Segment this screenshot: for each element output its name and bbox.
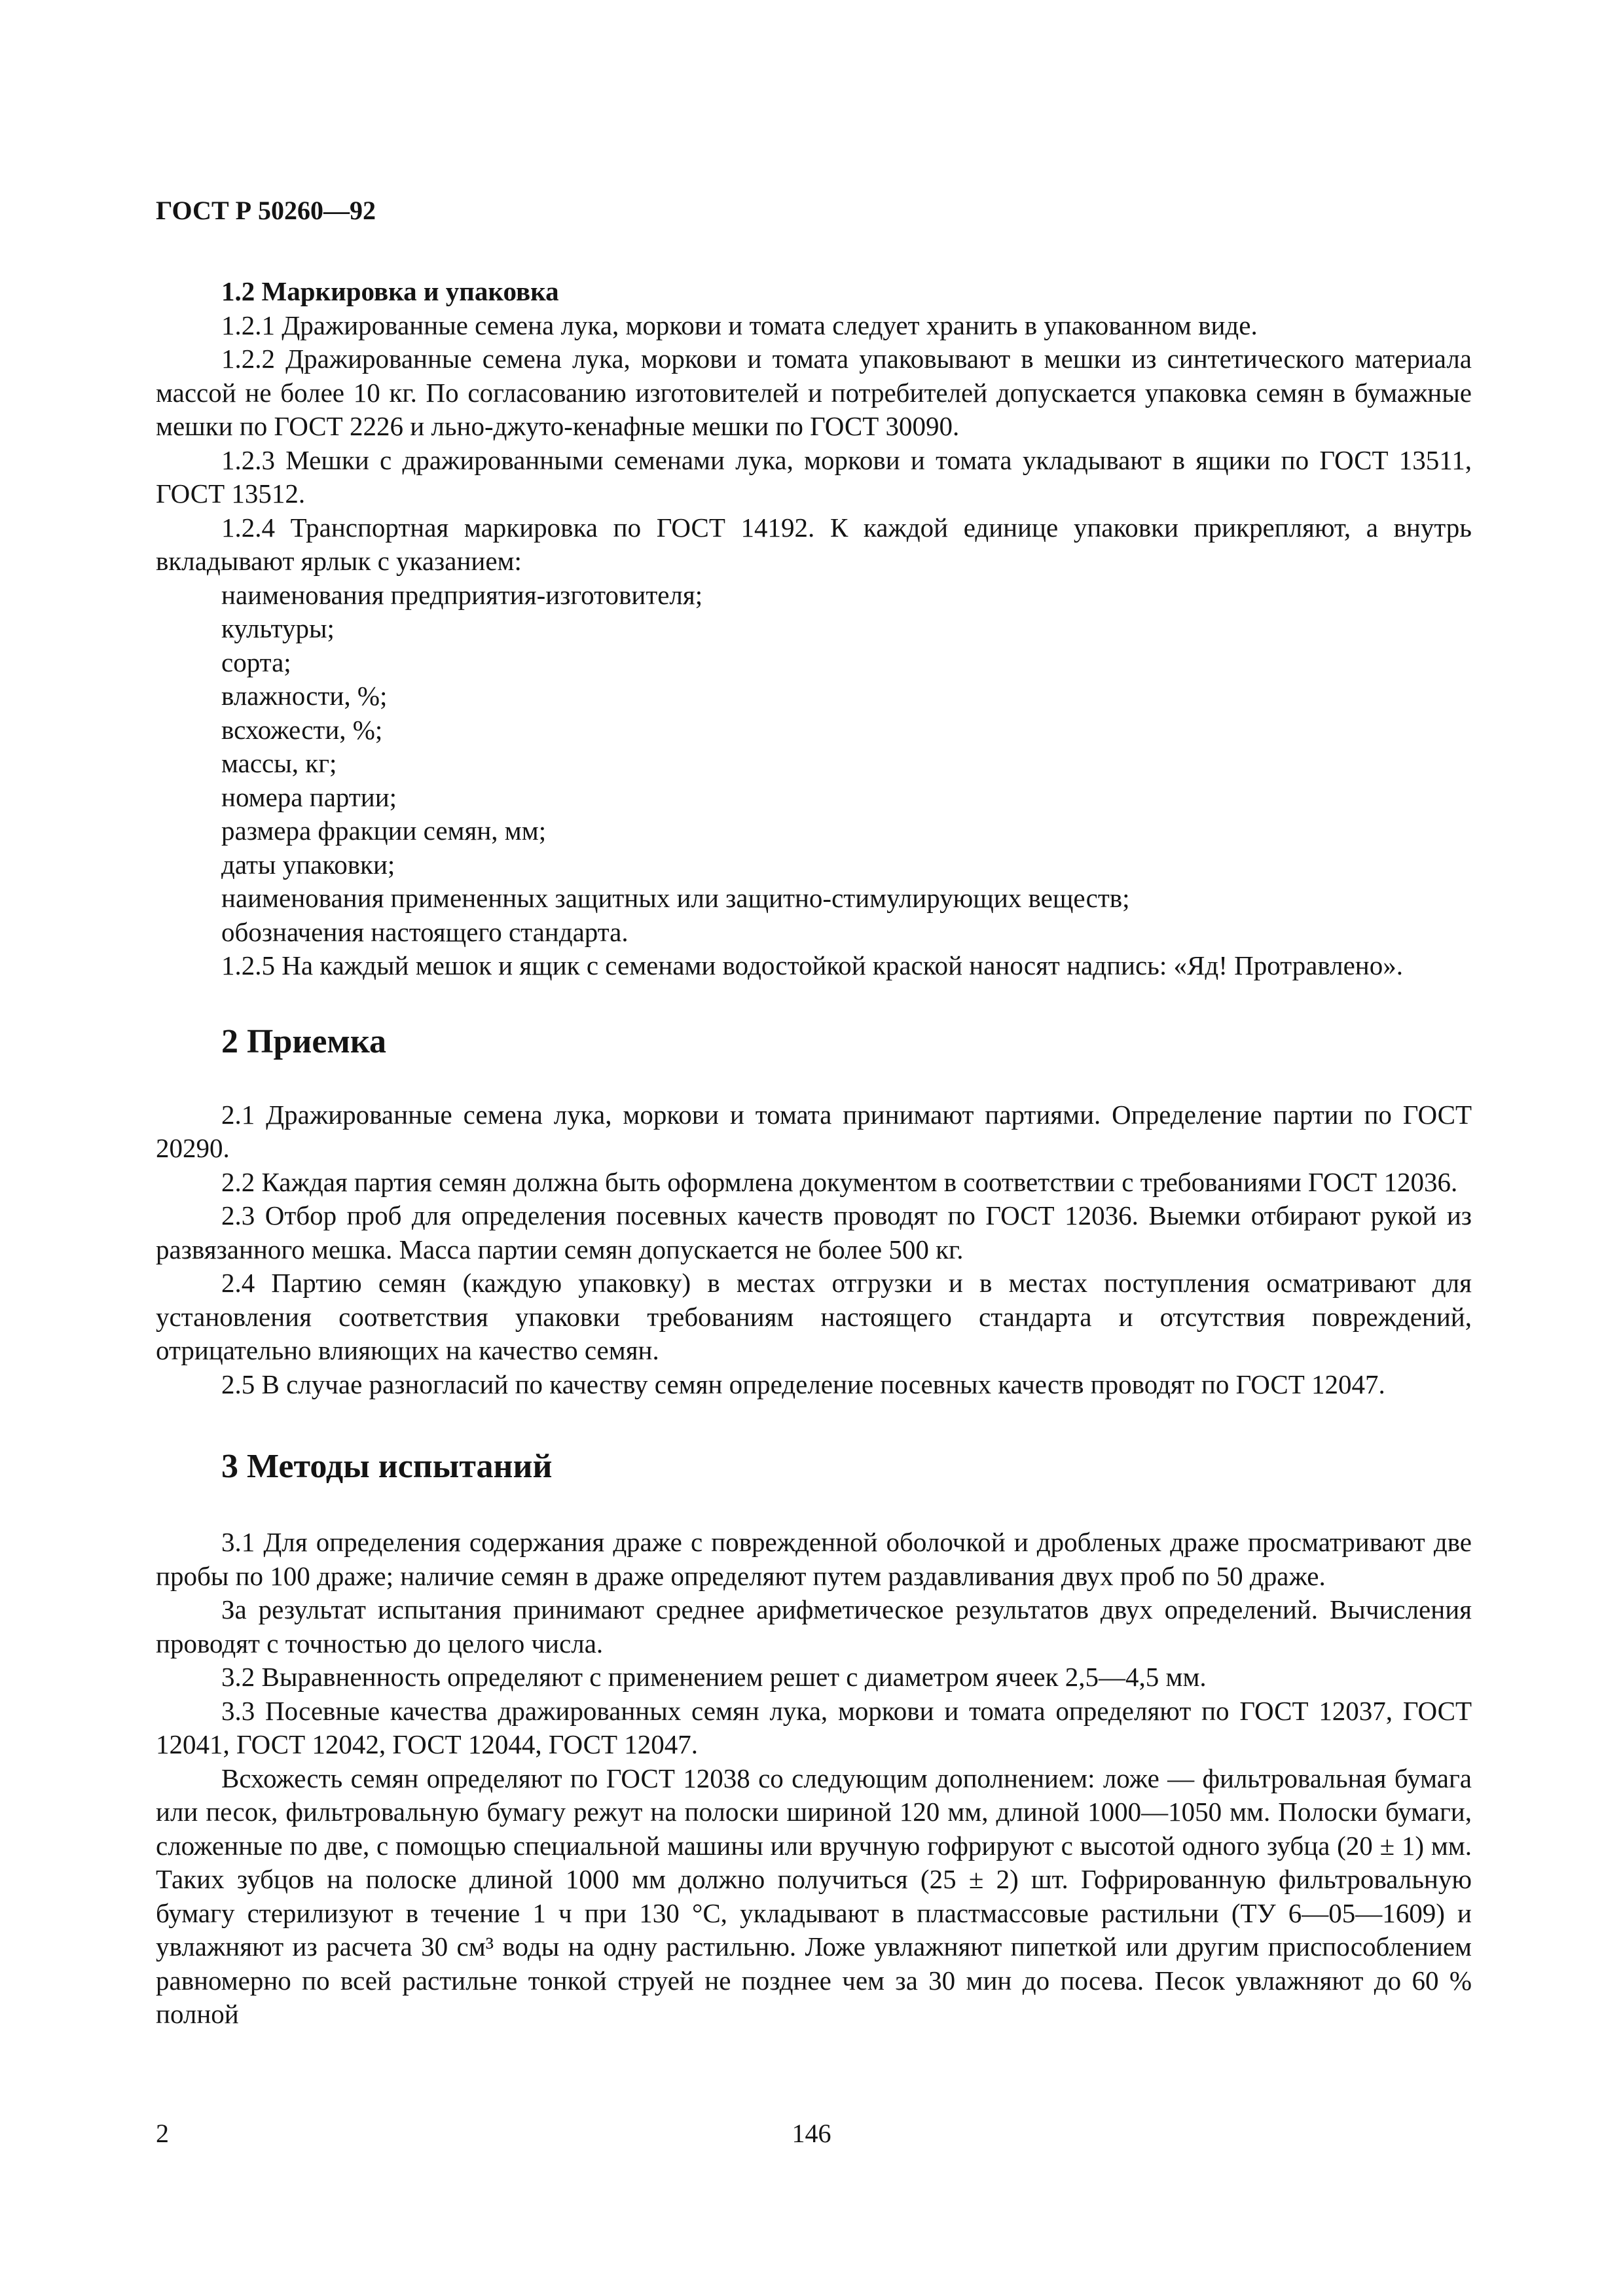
list-item: наименования предприятия-изготовителя; bbox=[221, 579, 703, 610]
paragraph: 1.2.5 На каждый мешок и ящик с семенами водостойкой краской наносят надпись: «Яд! Протравлено». bbox=[221, 950, 1403, 980]
list-item: обозначения настоящего стандарта. bbox=[221, 916, 629, 947]
list-item: номера партии; bbox=[221, 781, 397, 812]
paragraph: 1.2.4 Транспортная маркировка по ГОСТ 14192. К каждой единице упаковки прикрепляют, а внутрь вкладывают ярлык с указанием: bbox=[156, 512, 1472, 576]
paragraph: Всхожесть семян определяют по ГОСТ 12038 со следующим дополнением: ложе — фильтровальная бумага или песок, фильтровальную бумагу режут на полоски шириной 120 мм, длиной 1000—1050 мм. Полоски бумаги, сложенные по две, с помощью специальной машины или вручную гофрируют с высотой одного зубца (20 ± 1) мм. Таких зубцов на полоске длиной 1000 мм должно получиться (25 ± 2) шт. Гофрированную фильтровальную бумагу стерилизуют в течение 1 ч при 130 °С, укладывают в пластмассовые растильни (ТУ 6—05—1609) и увлажняют из расчета 30 см³ воды на одну растильню. Ложе увлажняют пипеткой или другим приспособлением равномерно по всей растильне тонкой струей не позднее чем за 30 мин до посева. Песок увлажняют до 60 % полной bbox=[156, 1763, 1472, 2029]
list-item: влажности, %; bbox=[221, 681, 388, 711]
document-header: ГОСТ Р 50260—92 bbox=[156, 196, 376, 225]
paragraph: 3.1 Для определения содержания драже с поврежденной оболочкой и дробленых драже просматривают две пробы по 100 драже; наличие семян в драже определяют путем раздавливания двух проб по 50 драже. bbox=[156, 1527, 1472, 1591]
document-body bbox=[156, 275, 1472, 2032]
sequence-page-number: 146 bbox=[792, 2119, 831, 2148]
list-item: размера фракции семян, мм; bbox=[221, 816, 547, 846]
page-number: 2 bbox=[156, 2119, 169, 2148]
subsection-title: 1.2 Маркировка и упаковка bbox=[221, 276, 559, 306]
paragraph: 2.2 Каждая партия семян должна быть оформлена документом в соответствии с требованиями ГОСТ 12036. bbox=[221, 1166, 1458, 1197]
paragraph: 2.4 Партию семян (каждую упаковку) в местах отгрузки и в местах поступления осматривают для установления соответствия упаковки требованиям настоящего стандарта и отсутствия повреждений, отрицательно влияющих на качество семян. bbox=[156, 1268, 1472, 1365]
paragraph: 3.3 Посевные качества дражированных семян лука, моркови и томата определяют по ГОСТ 12037, ГОСТ 12041, ГОСТ 12042, ГОСТ 12044, ГОСТ 12047. bbox=[156, 1695, 1472, 1759]
section-heading: 3 Методы испытаний bbox=[221, 1448, 553, 1485]
paragraph: 2.5 В случае разногласий по качеству семян определение посевных качеств проводят по ГОСТ 12047. bbox=[221, 1369, 1385, 1399]
list-item: всхожести, %; bbox=[221, 714, 383, 745]
list-item: даты упаковки; bbox=[221, 849, 395, 880]
list-item: сорта; bbox=[221, 647, 291, 677]
paragraph: 1.2.2 Дражированные семена лука, моркови и томата упаковывают в мешки из синтетического материала массой не более 10 кг. По согласованию изготовителей и потребителей допускается упаковка семян в бумажные мешки по ГОСТ 2226 и льно-джуто-кенафные мешки по ГОСТ 30090. bbox=[156, 344, 1472, 441]
list-item: массы, кг; bbox=[221, 748, 337, 778]
section-heading: 2 Приемка bbox=[221, 1022, 387, 1060]
paragraph: 2.3 Отбор проб для определения посевных качеств проводят по ГОСТ 12036. Выемки отбирают рукой из развязанного мешка. Масса партии семян допускается не более 500 кг. bbox=[156, 1200, 1472, 1265]
paragraph: За результат испытания принимают среднее арифметическое результатов двух определений. Вычисления проводят с точностью до целого числа. bbox=[156, 1594, 1472, 1659]
list-item: наименования примененных защитных или защитно-стимулирующих веществ; bbox=[221, 883, 1130, 913]
paragraph: 1.2.1 Дражированные семена лука, моркови и томата следует хранить в упакованном виде. bbox=[221, 310, 1258, 340]
paragraph: 1.2.3 Мешки с дражированными семенами лука, моркови и томата укладывают в ящики по ГОСТ 13511, ГОСТ 13512. bbox=[156, 444, 1472, 509]
paragraph: 2.1 Дражированные семена лука, моркови и томата принимают партиями. Определение партии по ГОСТ 20290. bbox=[156, 1099, 1472, 1163]
list-item: культуры; bbox=[221, 613, 335, 643]
paragraph: 3.2 Выравненность определяют с применением решет с диаметром ячеек 2,5—4,5 мм. bbox=[221, 1662, 1207, 1692]
